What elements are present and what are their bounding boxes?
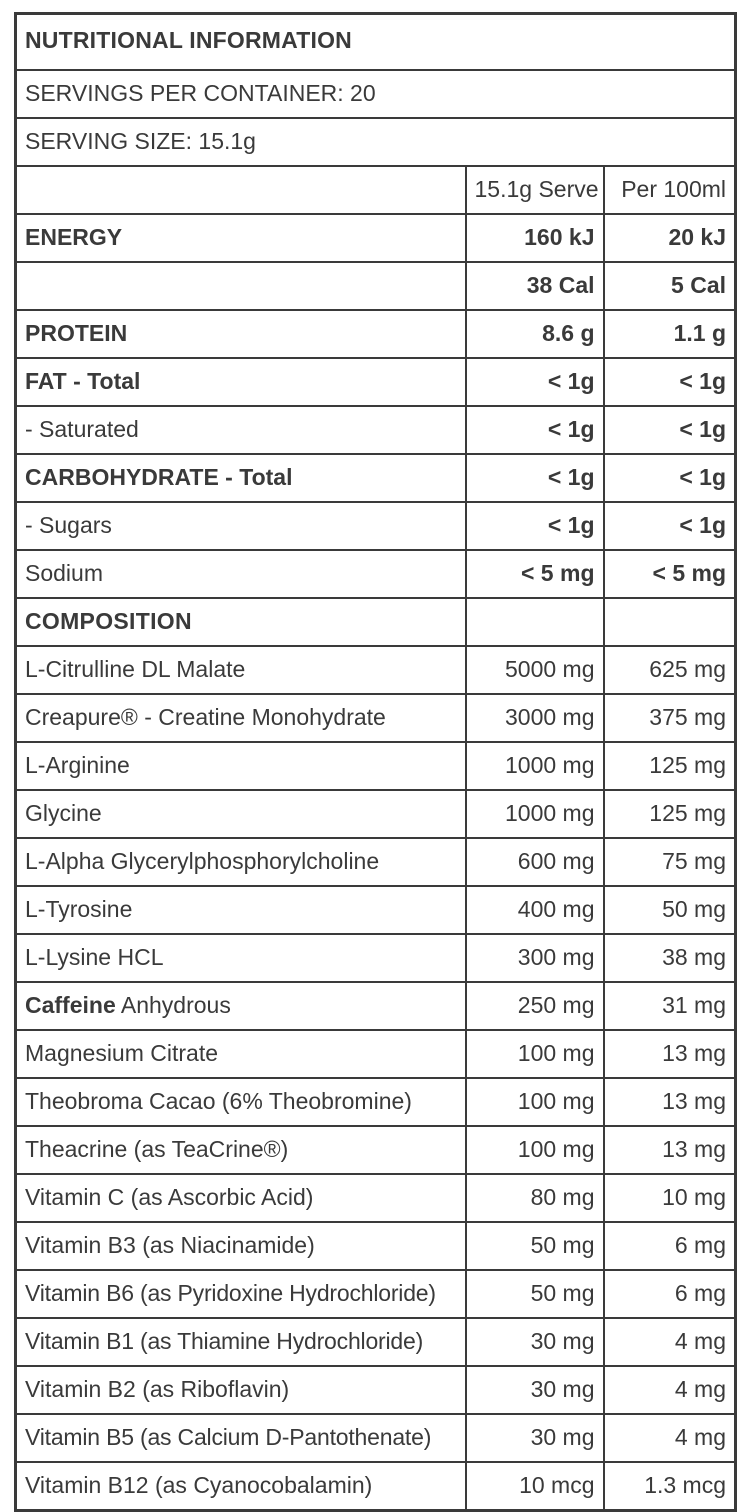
table-row xyxy=(16,1078,736,1126)
row-per100-value: 31 mg xyxy=(604,982,736,1030)
row-label xyxy=(16,982,466,1030)
row-label: Vitamin B6 (as Pyridoxine Hydrochloride) xyxy=(16,1270,466,1318)
row-serve-value: 600 mg xyxy=(466,838,604,886)
row-serve-value: 100 mg xyxy=(466,1078,604,1126)
row-serve-value: < 5 mg xyxy=(466,550,604,598)
row-label: L-Tyrosine xyxy=(16,886,466,934)
row-per100-value: < 5 mg xyxy=(604,550,736,598)
row-serve-value: 160 kJ xyxy=(466,214,604,262)
table-row xyxy=(16,886,736,934)
row-label-rest: Anhydrous xyxy=(115,991,231,1018)
row-label: Vitamin C (as Ascorbic Acid) xyxy=(16,1174,466,1222)
table-row xyxy=(16,358,736,406)
table-row xyxy=(16,1126,736,1174)
row-label xyxy=(16,262,466,310)
row-per100-value: 4 mg xyxy=(604,1318,736,1366)
row-serve-value: 3000 mg xyxy=(466,694,604,742)
row-per100-value: 125 mg xyxy=(604,790,736,838)
row-label: Vitamin B1 (as Thiamine Hydrochloride) xyxy=(16,1318,466,1366)
row-serve-value: 10 mcg xyxy=(466,1462,604,1511)
row-per100-value: < 1g xyxy=(604,406,736,454)
table-row xyxy=(16,406,736,454)
composition-header-per100-blank xyxy=(604,598,736,646)
row-serve-value: 8.6 g xyxy=(466,310,604,358)
row-per100-value: 38 mg xyxy=(604,934,736,982)
row-per100-value: 6 mg xyxy=(604,1222,736,1270)
row-serve-value: < 1g xyxy=(466,502,604,550)
row-per100-value: 1.1 g xyxy=(604,310,736,358)
row-serve-value: 1000 mg xyxy=(466,742,604,790)
row-per100-value: 20 kJ xyxy=(604,214,736,262)
row-label: Vitamin B2 (as Riboflavin) xyxy=(16,1366,466,1414)
row-label: Glycine xyxy=(16,790,466,838)
row-label: CARBOHYDRATE - Total xyxy=(16,454,466,502)
row-per100-value: 375 mg xyxy=(604,694,736,742)
row-label: - Saturated xyxy=(16,406,466,454)
row-label: L-Arginine xyxy=(16,742,466,790)
row-label: Vitamin B3 (as Niacinamide) xyxy=(16,1222,466,1270)
table-row xyxy=(16,934,736,982)
row-per100-value: 125 mg xyxy=(604,742,736,790)
row-per100-value: 10 mg xyxy=(604,1174,736,1222)
table-row-composition-header xyxy=(16,598,736,646)
row-label-emphasis: Caffeine xyxy=(25,991,116,1018)
row-serve-value: < 1g xyxy=(466,406,604,454)
table-row xyxy=(16,694,736,742)
row-serve-value: 30 mg xyxy=(466,1318,604,1366)
row-label: Theacrine (as TeaCrine®) xyxy=(16,1126,466,1174)
table-row xyxy=(16,1366,736,1414)
row-per100-value: 625 mg xyxy=(604,646,736,694)
table-row xyxy=(16,1174,736,1222)
row-label: Sodium xyxy=(16,550,466,598)
row-serve-value: 1000 mg xyxy=(466,790,604,838)
serving-size: SERVING SIZE: 15.1g xyxy=(16,118,736,166)
row-label: - Sugars xyxy=(16,502,466,550)
row-label: Vitamin B12 (as Cyanocobalamin) xyxy=(16,1462,466,1511)
row-label: Magnesium Citrate xyxy=(16,1030,466,1078)
row-serve-value: 50 mg xyxy=(466,1222,604,1270)
row-serve-value: < 1g xyxy=(466,454,604,502)
row-per100-value: 75 mg xyxy=(604,838,736,886)
table-row xyxy=(16,1270,736,1318)
row-serve-value: 100 mg xyxy=(466,1030,604,1078)
row-serve-value: 80 mg xyxy=(466,1174,604,1222)
row-serve-value: 30 mg xyxy=(466,1414,604,1462)
table-row-serving-size xyxy=(16,118,736,166)
table-row xyxy=(16,1414,736,1462)
row-per100-value: 13 mg xyxy=(604,1126,736,1174)
row-per100-value: < 1g xyxy=(604,502,736,550)
table-row xyxy=(16,502,736,550)
table-row xyxy=(16,646,736,694)
row-label: Creapure® - Creatine Monohydrate xyxy=(16,694,466,742)
row-per100-value: 4 mg xyxy=(604,1366,736,1414)
table-row xyxy=(16,1462,736,1511)
row-label: L-Citrulline DL Malate xyxy=(16,646,466,694)
row-per100-value: 4 mg xyxy=(604,1414,736,1462)
row-label: FAT - Total xyxy=(16,358,466,406)
panel-title: NUTRITIONAL INFORMATION xyxy=(16,14,736,71)
row-label: Vitamin B5 (as Calcium D-Pantothenate) xyxy=(16,1414,466,1462)
nutrition-table-body xyxy=(16,14,736,1511)
table-row xyxy=(16,454,736,502)
table-row xyxy=(16,838,736,886)
row-serve-value: 300 mg xyxy=(466,934,604,982)
table-row xyxy=(16,790,736,838)
table-row xyxy=(16,262,736,310)
row-per100-value: 50 mg xyxy=(604,886,736,934)
row-serve-value: 5000 mg xyxy=(466,646,604,694)
table-row xyxy=(16,1318,736,1366)
row-serve-value: < 1g xyxy=(466,358,604,406)
row-serve-value: 38 Cal xyxy=(466,262,604,310)
row-label: L-Lysine HCL xyxy=(16,934,466,982)
table-row xyxy=(16,214,736,262)
table-row xyxy=(16,310,736,358)
composition-header-serve-blank xyxy=(466,598,604,646)
column-header-serve: 15.1g Serve xyxy=(466,166,604,214)
column-header-blank xyxy=(16,166,466,214)
table-row xyxy=(16,550,736,598)
row-per100-value: < 1g xyxy=(604,454,736,502)
row-serve-value: 100 mg xyxy=(466,1126,604,1174)
row-per100-value: < 1g xyxy=(604,358,736,406)
table-row xyxy=(16,982,736,1030)
row-label: ENERGY xyxy=(16,214,466,262)
table-row-servings-per-container xyxy=(16,70,736,118)
table-row xyxy=(16,742,736,790)
composition-label: COMPOSITION xyxy=(16,598,466,646)
nutrition-table xyxy=(14,12,737,1512)
row-per100-value: 5 Cal xyxy=(604,262,736,310)
row-label: PROTEIN xyxy=(16,310,466,358)
table-row xyxy=(16,1222,736,1270)
column-header-per-100ml: Per 100ml xyxy=(604,166,736,214)
row-serve-value: 50 mg xyxy=(466,1270,604,1318)
table-row-title xyxy=(16,14,736,71)
row-label: L-Alpha Glycerylphosphorylcholine xyxy=(16,838,466,886)
row-per100-value: 6 mg xyxy=(604,1270,736,1318)
row-per100-value: 1.3 mcg xyxy=(604,1462,736,1511)
row-serve-value: 30 mg xyxy=(466,1366,604,1414)
row-per100-value: 13 mg xyxy=(604,1078,736,1126)
servings-per-container: SERVINGS PER CONTAINER: 20 xyxy=(16,70,736,118)
row-label: Theobroma Cacao (6% Theobromine) xyxy=(16,1078,466,1126)
row-per100-value: 13 mg xyxy=(604,1030,736,1078)
row-serve-value: 250 mg xyxy=(466,982,604,1030)
table-row xyxy=(16,1030,736,1078)
table-row-column-headers xyxy=(16,166,736,214)
row-serve-value: 400 mg xyxy=(466,886,604,934)
